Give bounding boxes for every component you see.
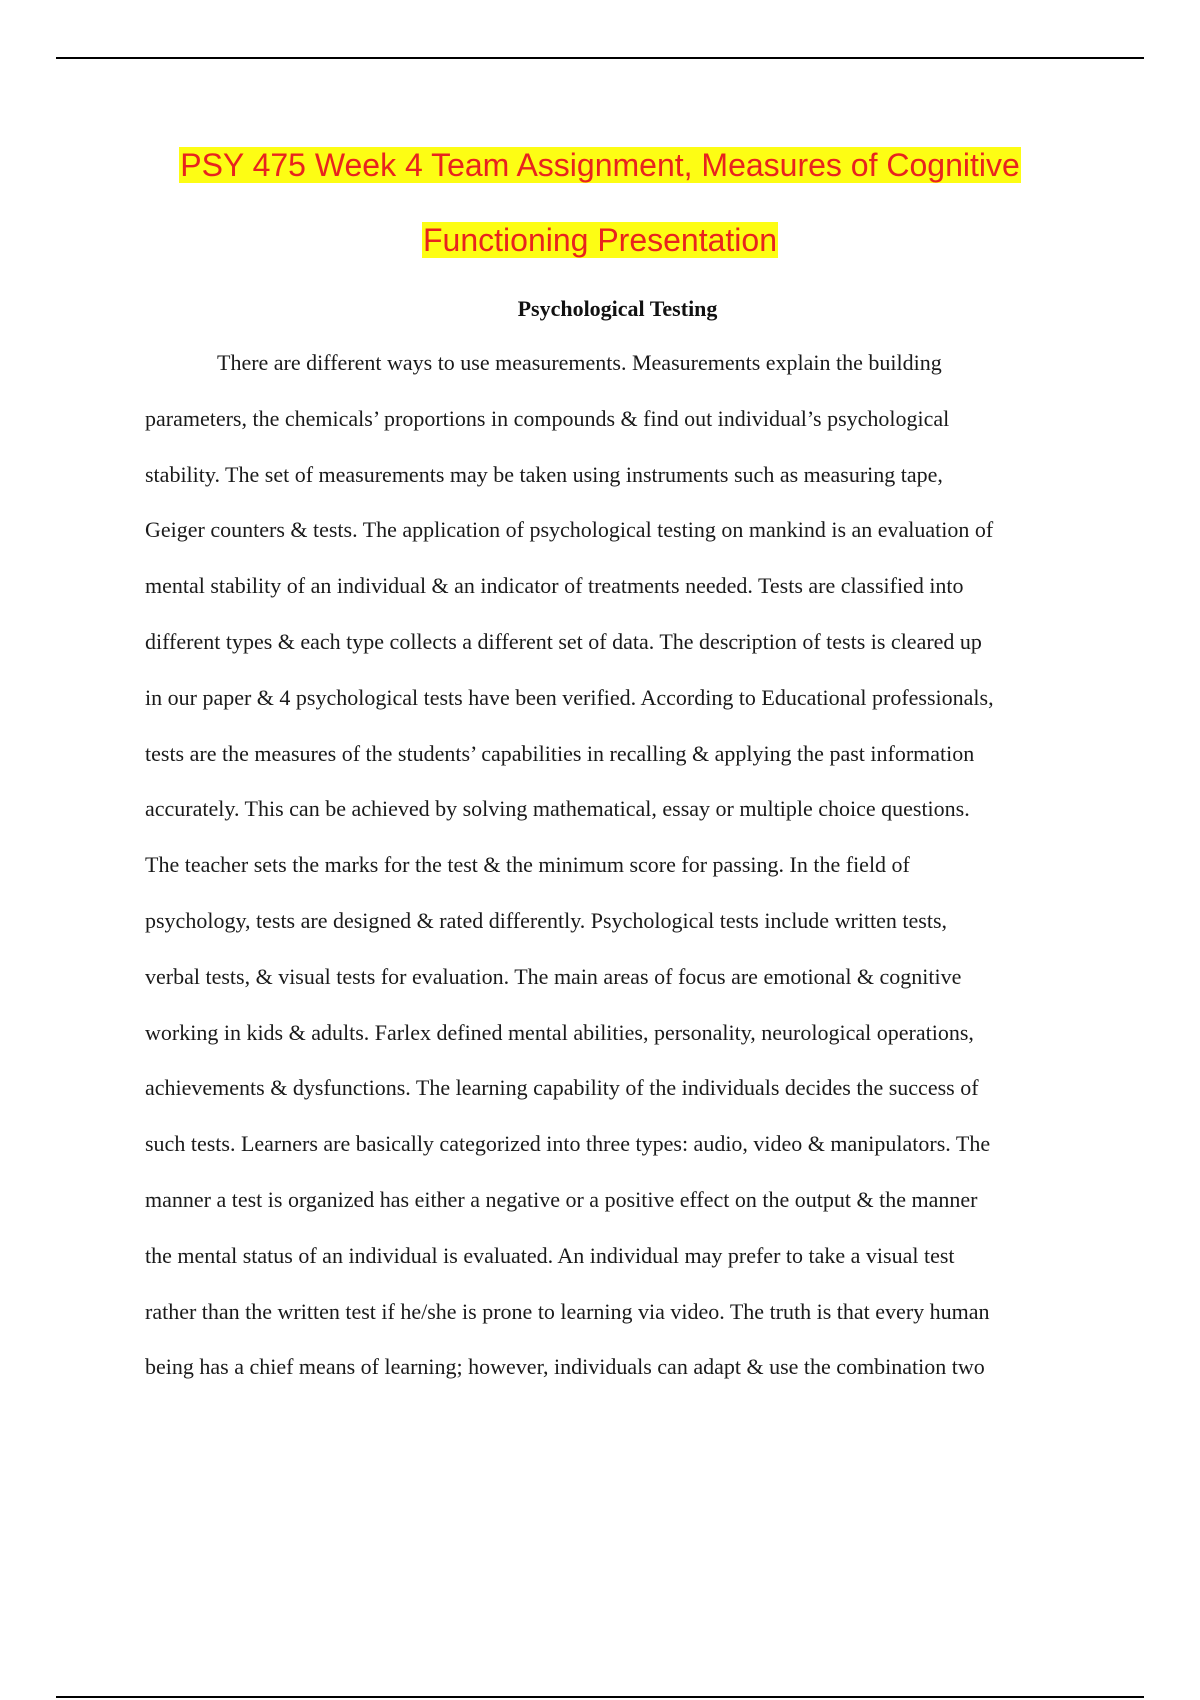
paragraph-line: psychology, tests are designed & rated differently. Psychological tests include written tests, — [145, 907, 948, 933]
paragraph-line: accurately. This can be achieved by solving mathematical, essay or multiple choice questions. — [145, 796, 970, 822]
title-highlight-1: PSY 475 Week 4 Team Assignment, Measures of Cognitive — [180, 147, 1020, 183]
paragraph-line: verbal tests, & visual tests for evaluation. The main areas of focus are emotional & cognitive — [145, 963, 962, 989]
paragraph-line: such tests. Learners are basically categorized into three types: audio, video & manipulators. The — [145, 1131, 991, 1157]
body-paragraph — [145, 348, 1090, 1408]
paragraph-line: tests are the measures of the students’ capabilities in recalling & applying the past information — [145, 740, 975, 766]
section-heading: Psychological Testing — [517, 296, 718, 321]
document-title-line-2 — [90, 220, 1110, 260]
paragraph-line: stability. The set of measurements may be taken using instruments such as measuring tape, — [145, 461, 943, 487]
paragraph-line: The teacher sets the marks for the test & the minimum score for passing. In the field of — [145, 852, 910, 878]
paragraph-line: working in kids & adults. Farlex defined mental abilities, personality, neurological operations, — [145, 1019, 974, 1045]
paragraph-line: in our paper & 4 psychological tests have been verified. According to Educational professionals, — [145, 684, 994, 710]
paragraph-line: Geiger counters & tests. The application of psychological testing on mankind is an evaluation of — [145, 517, 994, 543]
paragraph-line: parameters, the chemicals’ proportions in compounds & find out individual’s psychological — [145, 405, 950, 431]
paragraph-line: mental stability of an individual & an indicator of treatments needed. Tests are classified into — [145, 573, 964, 599]
paragraph-line: There are different ways to use measurements. Measurements explain the building — [217, 350, 942, 375]
paragraph-line: rather than the written test if he/she is prone to learning via video. The truth is that every human — [145, 1298, 990, 1324]
top-rule — [56, 57, 1144, 59]
bottom-rule — [56, 1696, 1144, 1698]
paragraph-line: the mental status of an individual is evaluated. An individual may prefer to take a visual test — [145, 1242, 955, 1268]
paragraph-line: achievements & dysfunctions. The learning capability of the individuals decides the success of — [145, 1075, 979, 1101]
paragraph-line: manner a test is organized has either a negative or a positive effect on the output & the manner — [145, 1186, 978, 1212]
title-highlight-2: Functioning Presentation — [423, 222, 777, 258]
paragraph-line: different types & each type collects a different set of data. The description of tests is cleared up — [145, 628, 982, 654]
paragraph-line: being has a chief means of learning; however, individuals can adapt & use the combination two — [145, 1354, 985, 1380]
document-title-line-1 — [90, 145, 1110, 185]
